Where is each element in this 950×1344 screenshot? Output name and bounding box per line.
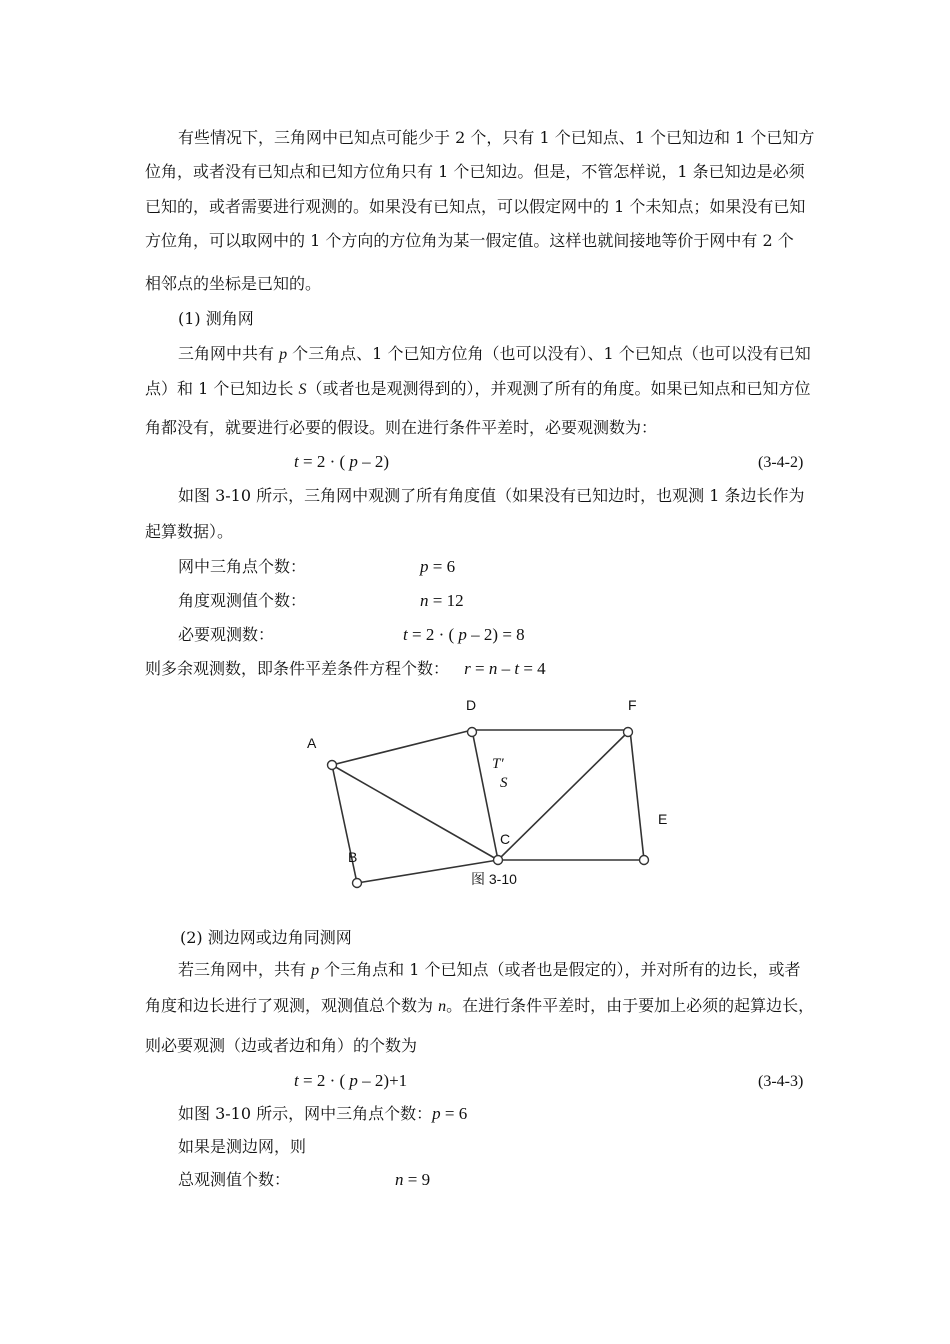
var-p: p [349,452,358,471]
label-e: E [658,811,668,827]
section1-heading: (1) 测角网 [178,309,254,328]
redundant-equation [464,659,546,678]
var-n: n [438,998,447,1015]
section1-line-2 [145,379,810,400]
label-a: A [307,735,317,751]
var-r: r [464,659,471,678]
equation-number-3-4-2: (3-4-2) [758,454,804,471]
equation-3-4-2 [294,452,389,472]
section2-heading: (2) 测边网或边角同测网 [180,928,352,947]
text: = [470,659,489,678]
text: 则多余观测数，即条件平差条件方程个数： [145,659,450,678]
point-f-marker [624,728,633,737]
var-t: t [294,452,299,471]
point-d-marker [468,728,477,737]
count-p-value [420,557,455,577]
necessary-label: 必要观测数： [178,625,275,644]
text: 个三角点、1 个已知方位角（也可以没有）、1 个已知点（也可以没有已知 [287,344,811,363]
section2-line-3: 则必要观测（边或者边和角）的个数为 [145,1036,418,1055]
section1-line-1 [178,344,811,365]
text: – 2)+1 [357,1071,408,1090]
var-t: t [294,1071,299,1090]
var-p: p [420,557,429,576]
label-t-prime: T′ [492,756,504,772]
label-d: D [466,697,477,713]
text: 点）和 1 个已知边长 [145,379,299,398]
var-s: S [298,381,307,398]
equation-3-4-3 [294,1071,407,1091]
section1-ref-line-2: 起算数据）。 [145,522,234,541]
var-n: n [420,591,429,610]
var-p: p [432,1104,441,1123]
equation-number-3-4-3: (3-4-3) [758,1073,804,1090]
ref-value [432,1104,467,1123]
label-s: S [500,775,508,791]
edge-d-c [472,730,498,860]
text: = 4 [519,659,546,678]
var-t: t [514,659,520,678]
var-n: n [395,1170,404,1189]
total-value [395,1170,430,1190]
point-a-marker [328,761,337,770]
para1-line-1: 有些情况下，三角网中已知点可能少于 2 个，只有 1 个已知点、1 个已知边和 1 个已知方 [178,128,815,147]
text: = 6 [428,557,456,576]
redundant-line [145,659,546,679]
label-b: B [348,849,358,865]
edge-c-f [498,730,630,860]
text: （或者也是观测得到的），并观测了所有的角度。如果已知点和已知方位 [306,379,811,398]
edge-a-d [332,730,472,765]
section2-ref-line [178,1104,467,1124]
var-p: p [311,962,320,979]
para1-line-5: 相邻点的坐标是已知的。 [145,274,322,293]
necessary-value [403,625,525,645]
point-b-marker [353,879,362,888]
para1-line-4: 方位角，可以取网中的 1 个方向的方位角为某一假定值。这样也就间接地等价于网中有 2 个 [145,231,794,250]
text: 。在进行条件平差时，由于要加上必须的起算边长， [446,996,815,1015]
text: = 2 · ( [298,452,350,471]
point-c-marker [494,856,503,865]
text: 三角网中共有 [178,344,280,363]
total-label: 总观测值个数： [178,1170,291,1189]
para1-line-3: 已知的，或者需要进行观测的。如果没有已知点，可以假定网中的 1 个未知点；如果没有已知 [145,197,806,216]
count-p-label: 网中三角点个数： [178,557,307,576]
point-e-marker [640,856,649,865]
section1-line-3: 角都没有，就要进行必要的假设。则在进行条件平差时，必要观测数为： [145,418,658,437]
var-p: p [279,346,288,363]
text: = 12 [428,591,464,610]
label-c: C [500,831,511,847]
edge-f-e [630,730,644,860]
count-n-value [420,591,464,611]
text: 角度和边长进行了观测，观测值总个数为 [145,996,439,1015]
var-p: p [458,625,467,644]
section1-ref-line-1: 如图 3-10 所示，三角网中观测了所有角度值（如果没有已知边时，也观测 1 条边长作为 [178,486,805,505]
text: – [497,659,515,678]
text: = 6 [440,1104,468,1123]
text: = 2 · ( [298,1071,350,1090]
text: = 2 · ( [407,625,459,644]
var-p: p [349,1071,358,1090]
var-n: n [488,659,498,678]
section2-if-line: 如果是测边网，则 [178,1137,307,1156]
figure-caption: 图 3-10 [471,871,517,887]
figure-3-10 [300,690,680,890]
var-t: t [403,625,408,644]
para1-line-2: 位角，或者没有已知点和已知方位角只有 1 个已知边。但是，不管怎样说，1 条已知边是必须 [145,162,805,181]
section2-line-2 [145,996,814,1017]
text: – 2) = 8 [466,625,525,644]
edge-a-c [332,765,498,860]
section2-line-1 [178,960,801,981]
label-f: F [628,697,637,713]
count-n-label: 角度观测值个数： [178,591,307,610]
text: 如图 3-10 所示，网中三角点个数： [178,1104,433,1123]
edge-a-b [332,765,357,883]
text: 若三角网中，共有 [178,960,312,979]
text: 个三角点和 1 个已知点（或者也是假定的），并对所有的边长，或者 [319,960,801,979]
text: – 2) [357,452,390,471]
text: = 9 [403,1170,431,1189]
